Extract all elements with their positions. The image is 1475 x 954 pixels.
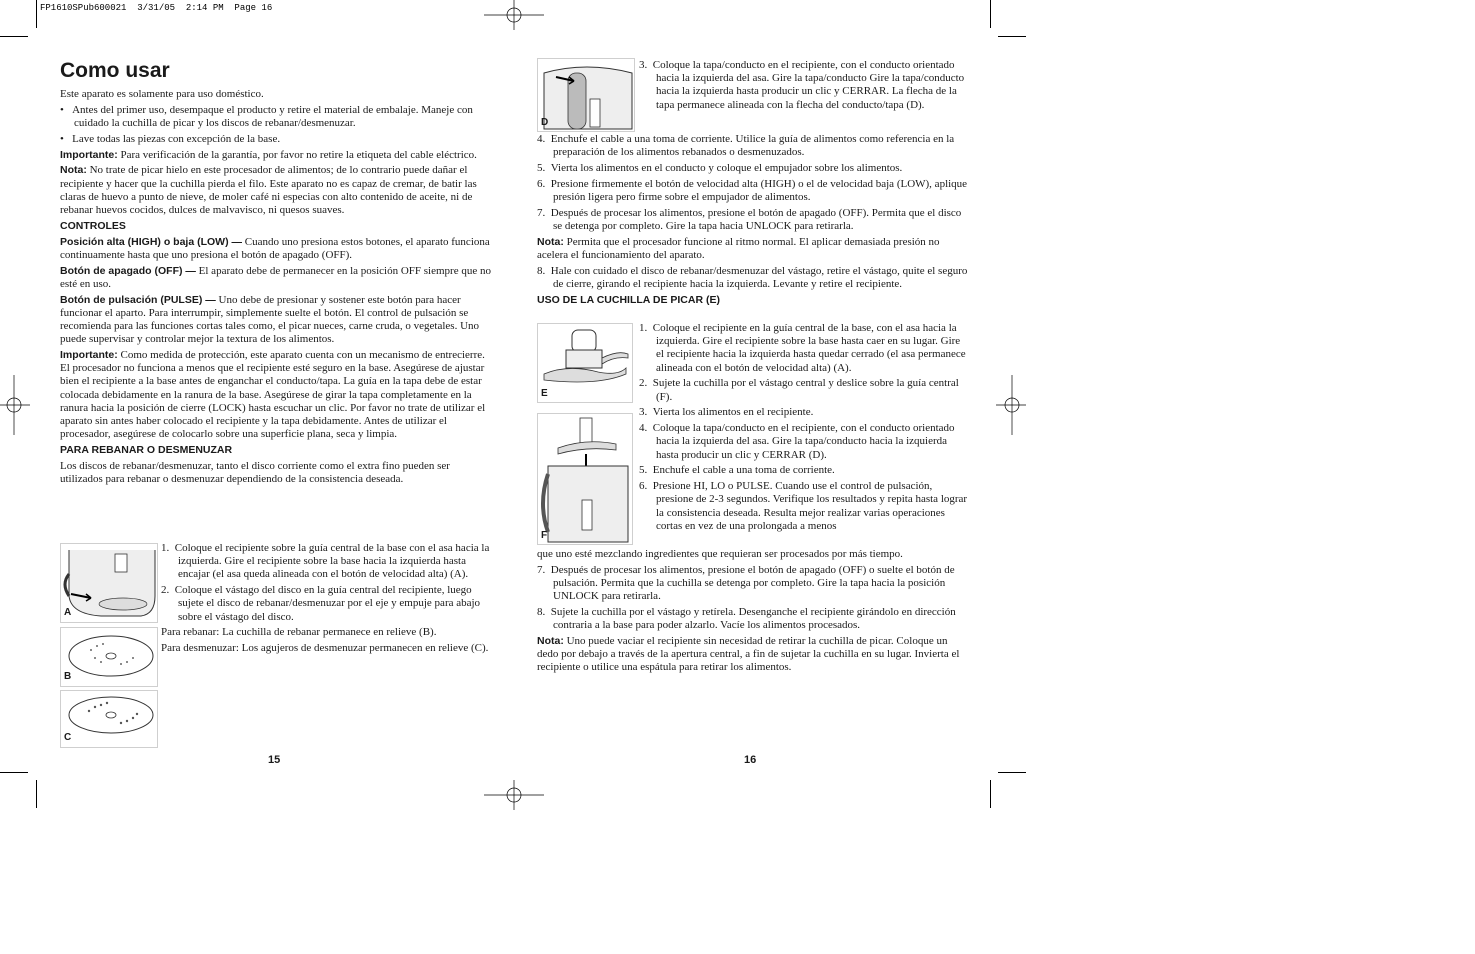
page-title: Como usar <box>60 59 170 82</box>
list-item: 8. Sujete la cuchilla por el vástago y retírela. Desenganche el recipiente girándolo en dirección contraria a la base para poder alzarlo. Vacíe los alimentos procesados. <box>537 606 956 632</box>
slicing-disc-illustration <box>61 628 157 686</box>
list-item: 5. Vierta los alimentos en el conducto y coloque el empujador sobre los alimentos. <box>537 162 903 174</box>
figure-label: D <box>541 117 549 128</box>
list-item: • Lave todas las piezas con excepción de la base. <box>60 132 281 145</box>
nota-paragraph: Nota: Permita que el procesador funcione al ritmo normal. El aplicar demasiada presión no acelera el funcionamiento del aparato. <box>537 235 940 261</box>
list-item: 1. Coloque el recipiente en la guía central de la base, con el asa hacia la izquierda. Gire el recipiente sobre la base hasta caer en su lugar. Gire el recipiente hacia la izquierda hasta quedar cerrado (el asa permanece alineada con el botón de velocidad alta) (A). <box>639 322 966 374</box>
crop-mark <box>36 780 37 808</box>
list-item: 6. Presione HI, LO o PULSE. Cuando use el control de pulsación, presione de 2-3 segundos. Verifique los resultados y repita hasta lograr la consistencia deseada. Resulta mejor realizar varias operaciones cortas en vez de una prolongada a menos <box>639 480 968 532</box>
bowl-on-base-illustration <box>61 544 157 622</box>
section-heading: CONTROLES <box>60 219 126 232</box>
list-item: 3. Coloque la tapa/conducto en el recipiente, con el conducto orientado hacia la izquierda del asa. Gire la tapa/conducto Gire la tapa/conducto hacia la izquierda hasta producir un clic y CERRAR. La flecha de la tapa permanece alineada con la flecha del conducto/tapa (D). <box>639 59 965 111</box>
control-paragraph: Posición alta (HIGH) o baja (LOW) — Cuando uno presiona estos botones, el aparato funciona continuamente hasta que uno presiona el botón de apagado (OFF). <box>60 235 490 261</box>
desmenuzar-note: Para desmenuzar: Los agujeros de desmenuzar permanecen en relieve (C). <box>161 642 489 655</box>
figure-label: B <box>64 671 72 682</box>
right-blade-steps <box>639 322 969 536</box>
importante-paragraph: Importante: Como medida de protección, este aparato cuenta con un mecanismo de entrecierre. El procesador no funciona a menos que el recipiente esté seguro en la base. Asegúrese de ajustar bien el recipiente a la base antes de enganchar el conducto/tapa. La guía en la tapa debe de estar colocada debidamente en la ranura de la base. Asegúrese de girar la tapa completamente en la ranura hacia la posición de cierre (LOCK) hasta escuchar un clic. Por favor no trate de utilizar el aparato sin antes haber colocado el recipiente y la tapa debidamente. Antes de utilizar el procesador, asegúrese de colocarlo sobre una superficie plana, seca y limpia. <box>60 349 486 441</box>
figure-label: C <box>64 732 72 743</box>
crop-mark <box>0 772 28 773</box>
list-item: 8. Hale con cuidado el disco de rebanar/desmenuzar del vástago, retire el vástago, quite el seguro de cierre, girando el recipiente hacia la izquierda. Levante y retire el recipiente. <box>537 264 968 290</box>
list-item: 7. Después de procesar los alimentos, presione el botón de apagado (OFF) o suelte el botón de pulsación. Permita que la cuchilla se detenga por completo. Gire la tapa hacia la posición UNLOCK para retirarla. <box>537 563 955 603</box>
control-paragraph: Botón de apagado (OFF) — El aparato debe de permanecer en la posición OFF siempre que no esté en uso. <box>60 264 491 290</box>
figure-label: A <box>64 607 72 618</box>
list-item: 7. Después de procesar los alimentos, presione el botón de apagado (OFF). Permita que el disco se detenga por completo. Gire la tapa hacia UNLOCK para retirarla. <box>537 206 962 232</box>
print-slug: FP1610SPub600021 3/31/05 2:14 PM Page 16 <box>40 3 273 13</box>
left-column <box>60 88 492 489</box>
list-item: 1. Coloque el recipiente sobre la guía central de la base con el asa hacia la izquierda. Gire el recipiente sobre la base hacia la izquierda hasta encajar (el asa queda alineada con el botón de velocidad alta) (A). <box>161 542 490 581</box>
list-item: 5. Enchufe el cable a una toma de corriente. <box>639 464 835 477</box>
list-item: 3. Vierta los alimentos en el recipiente. <box>639 406 814 419</box>
blade-insert-illustration <box>538 414 632 544</box>
figure-c <box>60 690 158 748</box>
nota-paragraph: Nota: Uno puede vaciar el recipiente sin necesidad de retirar la cuchilla de picar. Coloque un dedo por debajo a través de la apertura central, a fin de sujetar la cuchilla en su lugar. Invierta el recipiente o utilice una espátula para retirar los alimentos. <box>537 635 960 674</box>
registration-mark-icon <box>996 375 1026 435</box>
crop-mark <box>998 36 1026 37</box>
section-heading: PARA REBANAR O DESMENUZAR <box>60 444 233 457</box>
list-item: 4. Coloque la tapa/conducto en el recipiente, con el conducto orientado hacia la izquierda del asa. Gire la tapa/conducto hacia la izquierda hasta producir un clic y CERRAR (D). <box>639 422 955 461</box>
figure-label: F <box>541 530 548 541</box>
right-column <box>537 133 969 310</box>
list-item: 6. Presione firmemente el botón de velocidad alta (HIGH) o el de velocidad baja (LOW), aplique presión ligera pero firme sobre el empujador de alimentos. <box>537 177 968 203</box>
list-item: 2. Sujete la cuchilla por el vástago central y deslice sobre la guía central (F). <box>639 377 959 403</box>
right-column-bottom <box>537 548 969 677</box>
crop-mark <box>990 780 991 808</box>
shredding-disc-illustration <box>61 691 157 747</box>
left-steps <box>161 542 492 658</box>
chopping-blade-illustration <box>538 324 632 402</box>
figure-b <box>60 627 158 687</box>
right-step3 <box>639 59 969 114</box>
crop-mark <box>998 772 1026 773</box>
figure-d <box>537 58 635 132</box>
nota-paragraph: Nota: No trate de picar hielo en este procesador de alimentos; de lo contrario puede dañar el recipiente y hacer que la cuchilla pierda el filo. Este aparato no es capaz de cremar, de batir las claras de huevo a punto de nieve, de moler café ni especias con alto contenido de aceite, ni de rebanar huevos cocidos, dulces de malvavisco, ni quesos suaves. <box>60 164 477 216</box>
rebanar-note: Para rebanar: La cuchilla de rebanar permanece en relieve (B). <box>161 626 437 639</box>
page-number: 16 <box>744 754 757 766</box>
step-continuation: que uno esté mezclando ingredientes que requieran ser procesados por más tiempo. <box>537 548 903 560</box>
crop-mark <box>990 0 991 28</box>
intro-text: Este aparato es solamente para uso doméstico. <box>60 88 264 100</box>
crop-mark <box>0 36 28 37</box>
page-number: 15 <box>268 754 281 766</box>
registration-mark-icon <box>484 780 544 810</box>
registration-mark-icon <box>484 0 544 30</box>
figure-a <box>60 543 158 623</box>
list-item: 4. Enchufe el cable a una toma de corriente. Utilice la guía de alimentos como referencia en la preparación de los alimentos rebanados o desmenuzados. <box>537 133 955 159</box>
list-item: • Antes del primer uso, desempaque el producto y retire el material de embalaje. Maneje con cuidado la cuchilla de picar y los discos de rebanar/desmenuzar. <box>60 103 473 129</box>
section-heading: USO DE LA CUCHILLA DE PICAR (E) <box>537 293 720 306</box>
lid-on-bowl-illustration <box>538 59 634 131</box>
figure-e <box>537 323 633 403</box>
registration-mark-icon <box>0 375 30 435</box>
control-paragraph: Botón de pulsación (PULSE) — Uno debe de presionar y sostener este botón para hacer funcionar el aparto. Para interrumpir, simplemente suelte el botón. El control de pulsación se recomienda para las funciones cortas tales como, el picar nueces, carne cruda, o vegetales. Uno puede supervisar y controlar mejor la textura de los alimentos. <box>60 293 480 346</box>
figure-label: E <box>541 388 548 399</box>
figure-f <box>537 413 633 545</box>
rebanar-intro: Los discos de rebanar/desmenuzar, tanto el disco corriente como el extra fino pueden ser utilizados para rebanar o desmenuzar dependiendo de la consistencia deseada. <box>60 459 450 486</box>
importante-paragraph: Importante: Para verificación de la garantía, por favor no retire la etiqueta del cable eléctrico. <box>60 148 477 161</box>
crop-mark <box>36 0 37 28</box>
list-item: 2. Coloque el vástago del disco en la guía central del recipiente, luego sujete el disco de rebanar/desmenuzar por el eje y empuje para abajo sobre el vástago del disco. <box>161 584 481 623</box>
